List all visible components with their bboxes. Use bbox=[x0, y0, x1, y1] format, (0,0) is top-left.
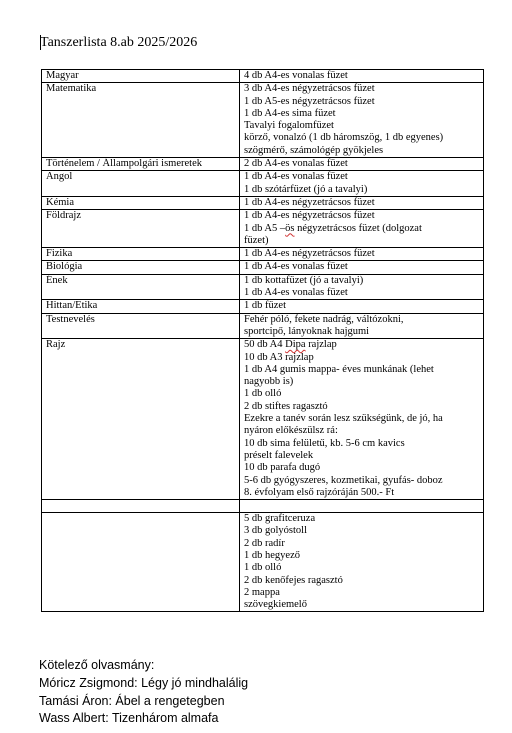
supply-item: nagyobb is) bbox=[244, 376, 294, 388]
subject-name bbox=[42, 500, 240, 513]
spellcheck-squiggle: ös bbox=[285, 222, 295, 234]
subject-name: Angol bbox=[42, 171, 240, 197]
subject-row bbox=[42, 513, 484, 612]
supply-item: 50 db A4 Dipa rajzlap bbox=[244, 339, 337, 351]
supply-item: 1 db A4 gumis mappa- éves munkának (lehet bbox=[244, 363, 434, 375]
subject-name: Hittan/Etika bbox=[42, 300, 240, 313]
supply-item: 1 db A5 –ös négyzetrácsos füzet (dolgozat bbox=[244, 222, 422, 234]
supply-item: körző, vonalzó (1 db háromszög, 1 db egyenes) bbox=[244, 132, 444, 144]
supply-item: 1 db A4-es vonalas füzet bbox=[244, 261, 348, 273]
supply-item: füzet) bbox=[244, 234, 269, 246]
subject-name: Földrajz bbox=[42, 210, 240, 248]
supply-item: 1 db kottafüzet (jó a tavalyi) bbox=[244, 274, 364, 286]
subject-items bbox=[240, 339, 484, 500]
supply-item: 1 db olló bbox=[244, 388, 282, 400]
supply-item: 3 db golyóstoll bbox=[244, 525, 308, 537]
supply-item: 1 db A4-es négyzetrácsos füzet bbox=[244, 210, 375, 222]
subject-name: Történelem / Állampolgári ismeretek bbox=[42, 158, 240, 171]
supply-item: 10 db sima felületű, kb. 5-6 cm kavics bbox=[244, 437, 405, 449]
supply-item: 2 db radír bbox=[244, 537, 285, 549]
supply-item: 10 db A3 rajzlap bbox=[244, 351, 314, 363]
subject-items bbox=[240, 83, 484, 158]
supply-item: 1 db füzet bbox=[244, 300, 286, 312]
subject-row bbox=[42, 70, 484, 83]
subject-row bbox=[42, 196, 484, 209]
subject-name: Biológia bbox=[42, 261, 240, 274]
supply-item: 1 db olló bbox=[244, 562, 282, 574]
subject-items bbox=[240, 158, 484, 171]
supply-item: 4 db A4-es vonalas füzet bbox=[244, 70, 348, 81]
reading-book: Móricz Zsigmond: Légy jó mindhalálig bbox=[39, 675, 249, 690]
subject-items bbox=[240, 248, 484, 261]
supply-item: 2 db A4-es vonalas füzet bbox=[244, 158, 348, 170]
supply-item: Tavalyi fogalomfüzet bbox=[244, 120, 334, 132]
supply-item: 5-6 db gyógyszeres, kozmetikai, gyufás- doboz bbox=[244, 474, 443, 486]
supply-item: nyáron előkészülsz rá: bbox=[244, 425, 338, 437]
subject-name: Matematika bbox=[42, 83, 240, 158]
supply-item: Fehér póló, fekete nadrág, váltózokni, bbox=[244, 313, 404, 325]
subject-row bbox=[42, 171, 484, 197]
required-reading bbox=[39, 657, 248, 728]
subject-items bbox=[240, 70, 484, 83]
supply-item: 8. évfolyam első rajzóráján 500.- Ft bbox=[244, 486, 395, 498]
subject-items bbox=[240, 210, 484, 248]
subject-name: Testnevelés bbox=[42, 313, 240, 339]
supply-item: 1 db A4-es sima füzet bbox=[244, 107, 336, 119]
subject-items bbox=[240, 196, 484, 209]
subject-name: Magyar bbox=[42, 70, 240, 83]
subject-name: Kémia bbox=[42, 196, 240, 209]
supply-item: 1 db A4-es vonalas füzet bbox=[244, 287, 348, 299]
subject-row bbox=[42, 274, 484, 300]
subject-items bbox=[240, 261, 484, 274]
supply-item: 1 db A4-es négyzetrácsos füzet bbox=[244, 248, 375, 260]
reading-book: Tamási Áron: Ábel a rengetegben bbox=[39, 693, 225, 708]
supply-item: 10 db parafa dugó bbox=[244, 462, 321, 474]
subject-name bbox=[42, 513, 240, 612]
supply-item: 1 db A5-es négyzetrácsos füzet bbox=[244, 95, 375, 107]
supply-item: szövegkiemelő bbox=[244, 599, 307, 611]
subject-row bbox=[42, 313, 484, 339]
reading-heading: Kötelező olvasmány: bbox=[39, 658, 155, 672]
subject-row bbox=[42, 210, 484, 248]
supply-item: sportcipő, lányoknak hajgumi bbox=[244, 325, 370, 337]
subject-name: Rajz bbox=[42, 339, 240, 500]
supply-item: 5 db grafitceruza bbox=[244, 513, 316, 525]
subject-items bbox=[240, 500, 484, 513]
document-title: Tanszerlista 8.ab 2025/2026 bbox=[40, 35, 198, 50]
subject-name: Ének bbox=[42, 274, 240, 300]
subject-row bbox=[42, 248, 484, 261]
reading-book: Wass Albert: Tizenhárom almafa bbox=[39, 711, 219, 726]
subject-items bbox=[240, 171, 484, 197]
supply-item: 2 db kenőfejes ragasztó bbox=[244, 574, 343, 586]
supply-item: 1 db hegyező bbox=[244, 549, 300, 561]
supply-table bbox=[41, 69, 484, 612]
spellcheck-squiggle: Dipa bbox=[285, 339, 306, 351]
subject-row bbox=[42, 300, 484, 313]
supply-item: szögmérő, számológép gyökjeles bbox=[244, 144, 384, 156]
supply-item: 2 db stiftes ragasztó bbox=[244, 400, 328, 412]
subject-row bbox=[42, 500, 484, 513]
supply-item: préselt falevelek bbox=[244, 449, 314, 461]
subject-row bbox=[42, 158, 484, 171]
subject-items bbox=[240, 313, 484, 339]
subject-row bbox=[42, 83, 484, 158]
subject-items bbox=[240, 300, 484, 313]
subject-row bbox=[42, 339, 484, 500]
supply-item: 2 mappa bbox=[244, 586, 280, 598]
subject-items bbox=[240, 274, 484, 300]
supply-item: 1 db szótárfüzet (jó a tavalyi) bbox=[244, 183, 368, 195]
subject-row bbox=[42, 261, 484, 274]
supply-table-body bbox=[42, 70, 484, 612]
subject-name: Fizika bbox=[42, 248, 240, 261]
supply-item: 3 db A4-es négyzetrácsos füzet bbox=[244, 83, 375, 95]
supply-item: 1 db A4-es négyzetrácsos füzet bbox=[244, 196, 375, 208]
supply-item: 1 db A4-es vonalas füzet bbox=[244, 171, 348, 183]
subject-items bbox=[240, 513, 484, 612]
supply-item: Ezekre a tanév során lesz szükségünk, de jó, ha bbox=[244, 413, 443, 425]
